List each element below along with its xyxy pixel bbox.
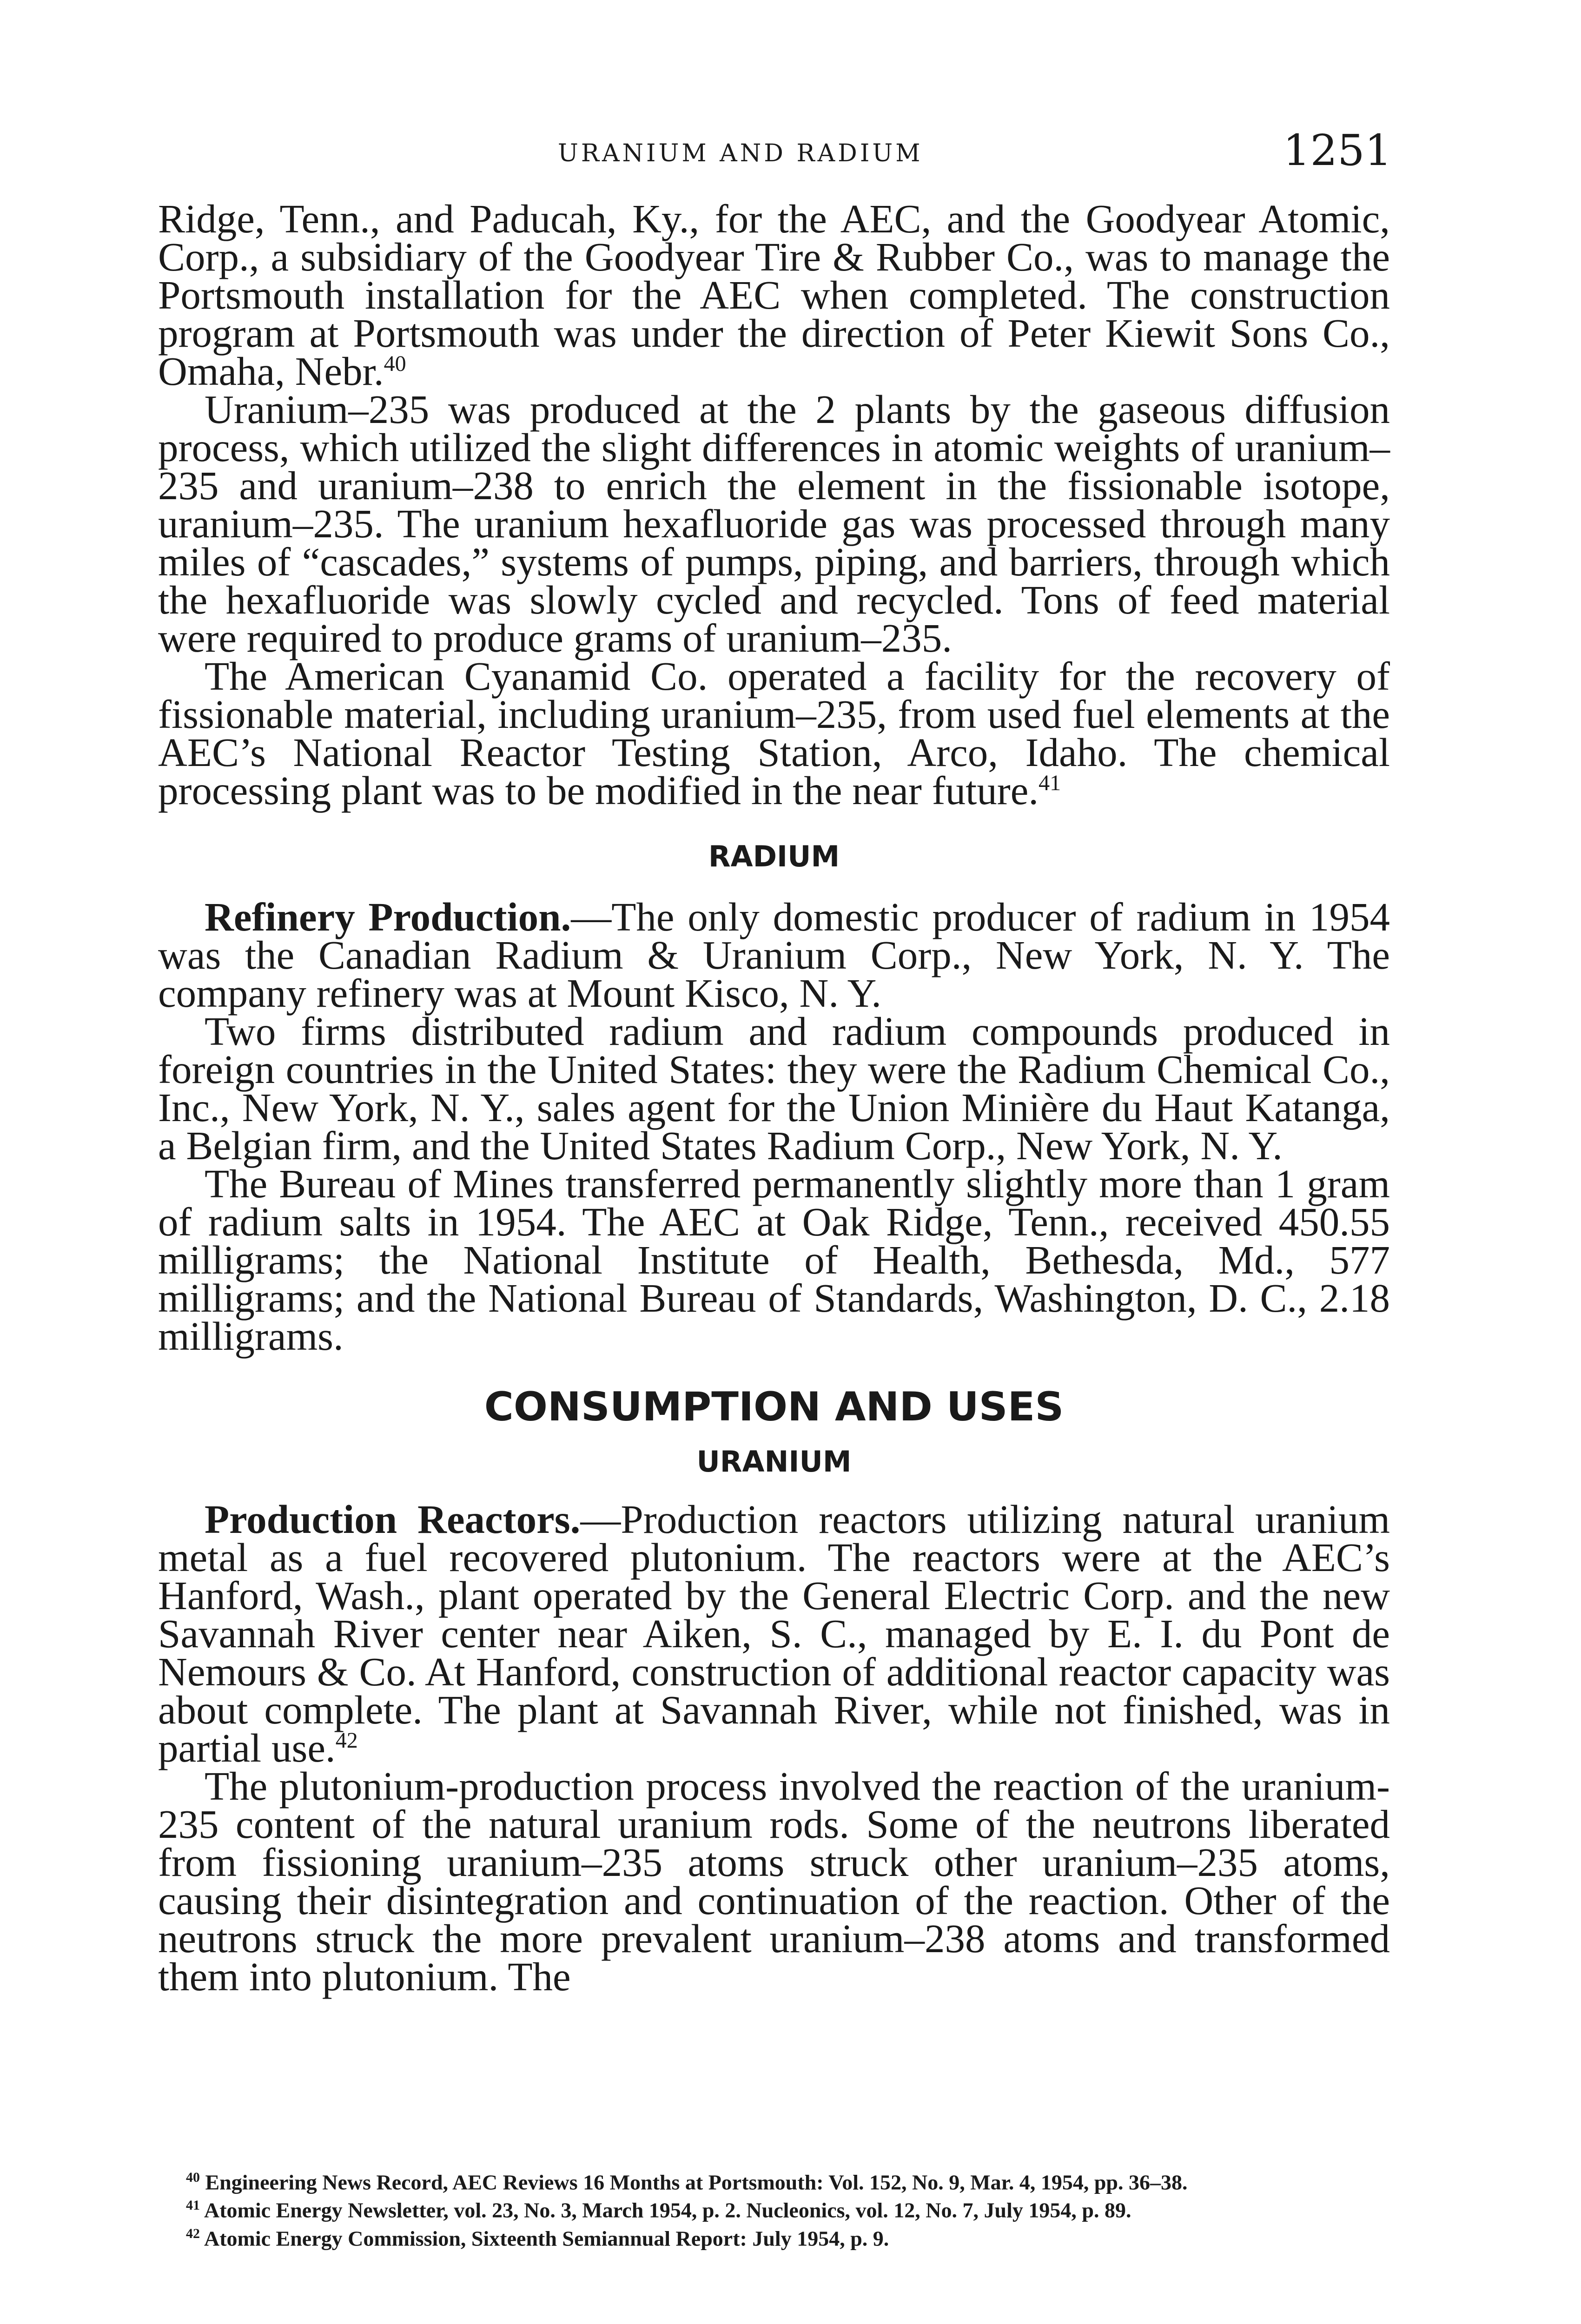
section-heading-consumption: CONSUMPTION AND USES bbox=[484, 1384, 1064, 1430]
paragraph-text: Ridge, Tenn., and Paducah, Ky., for the AEC, and the Goodyear Atomic, Corp., a subsidiary of the Goodyear Tire & Rubber Co., was to manage the Portsmouth installation for the AEC when completed. The construction program at Portsmouth was under the direction of Peter Kiewit Sons Co., Omaha, Nebr. bbox=[158, 196, 1390, 394]
footnote-text: Engineering News Record, AEC Reviews 16 Months at Portsmouth: Vol. 152, No. 9, Mar. 4, 1954, pp. 36–38. bbox=[205, 2170, 1188, 2194]
subheading-uranium: URANIUM bbox=[696, 1445, 852, 1479]
body-text bbox=[158, 196, 1390, 1999]
paragraph-american-cyanamid bbox=[158, 654, 1390, 813]
paragraph-radium-distributors bbox=[158, 1009, 1390, 1168]
run-in-heading: Refinery Production. bbox=[205, 894, 571, 939]
paragraph-refinery-production bbox=[158, 894, 1390, 1016]
footnote-ref: 40 bbox=[384, 351, 406, 376]
paragraph-continued bbox=[158, 196, 1390, 394]
footnote-ref: 41 bbox=[1039, 771, 1061, 795]
footnote-text: Atomic Energy Newsletter, vol. 23, No. 3, March 1954, p. 2. Nucleonics, vol. 12, No. 7, July 1954, p. 89. bbox=[204, 2198, 1131, 2222]
paragraph-text: —Production reactors utilizing natural uranium metal as a fuel recovered plutonium. The reactors were at the AEC’s Hanford, Wash., plant operated by the General Electric Corp. and the new Savannah River center near Aiken, S. C., managed by E. I. du Pont de Nemours & Co. At Hanford, construction of additional reactor capacity was about complete. The plant at Savannah River, while not finished, was in partial use. bbox=[158, 1497, 1390, 1770]
footnotes bbox=[160, 2166, 1383, 2250]
footnote bbox=[160, 2166, 1383, 2194]
footnote-mark: 41 bbox=[186, 2198, 200, 2213]
paragraph-text: The American Cyanamid Co. operated a facility for the recovery of fissionable material, including uranium–235, from used fuel elements at the AEC’s National Reactor Testing Station, Arco, Idaho. The chemical processing plant was to be modified in the near future. bbox=[158, 654, 1390, 813]
footnote bbox=[160, 2194, 1383, 2222]
footnote-mark: 42 bbox=[186, 2225, 200, 2241]
running-head: URANIUM AND RADIUM bbox=[558, 139, 923, 167]
section-heading-radium: RADIUM bbox=[708, 839, 840, 873]
footnote-ref: 42 bbox=[335, 1728, 358, 1753]
footnote-mark: 40 bbox=[186, 2170, 200, 2185]
page-number: 1251 bbox=[1283, 125, 1392, 175]
paragraph-text: Uranium–235 was produced at the 2 plants by the gaseous diffusion process, which utilized the slight differences in atomic weights of uranium–235 and uranium–238 to enrich the element in the fissionable isotope, uranium–235. The uranium hexafluoride gas was processed through many miles of “cascades,” systems of pumps, piping, and barriers, through which the hexafluoride was slowly cycled and recycled. Tons of feed material were required to produce grams of uranium–235. bbox=[158, 387, 1390, 660]
footnote-text: Atomic Energy Commission, Sixteenth Semiannual Report: July 1954, p. 9. bbox=[204, 2226, 889, 2250]
paragraph-gaseous-diffusion bbox=[158, 387, 1390, 660]
paragraph-text: Two firms distributed radium and radium compounds produced in foreign countries in the United States: they were the Radium Chemical Co., Inc., New York, N. Y., sales agent for the Union Minière du Haut Katanga, a Belgian firm, and the United States Radium Corp., New York, N. Y. bbox=[158, 1009, 1390, 1168]
paragraph-production-reactors bbox=[158, 1497, 1390, 1770]
paragraph-text: —The only domestic producer of radium in 1954 was the Canadian Radium & Uranium Corp., New York, N. Y. The company refinery was at Mount Kisco, N. Y. bbox=[158, 894, 1390, 1016]
paragraph-text: The Bureau of Mines transferred permanently slightly more than 1 gram of radium salts in 1954. The AEC at Oak Ridge, Tenn., received 450.55 milligrams; the National Institute of Health, Bethesda, Md., 577 milligrams; and the National Bureau of Standards, Washington, D. C., 2.18 milligrams. bbox=[158, 1161, 1390, 1359]
run-in-heading: Production Reactors. bbox=[205, 1497, 581, 1542]
paragraph-plutonium-process bbox=[158, 1763, 1390, 1999]
paragraph-text: The plutonium-production process involved the reaction of the uranium-235 content of the natural uranium rods. Some of the neutrons liberated from fissioning uranium–235 atoms struck other uranium–235 atoms, causing their disintegration and continuation of the reaction. Other of the neutrons struck the more prevalent uranium–238 atoms and transformed them into plutonium. The bbox=[158, 1763, 1390, 1999]
paragraph-bureau-of-mines bbox=[158, 1161, 1390, 1359]
footnote bbox=[160, 2222, 1383, 2250]
